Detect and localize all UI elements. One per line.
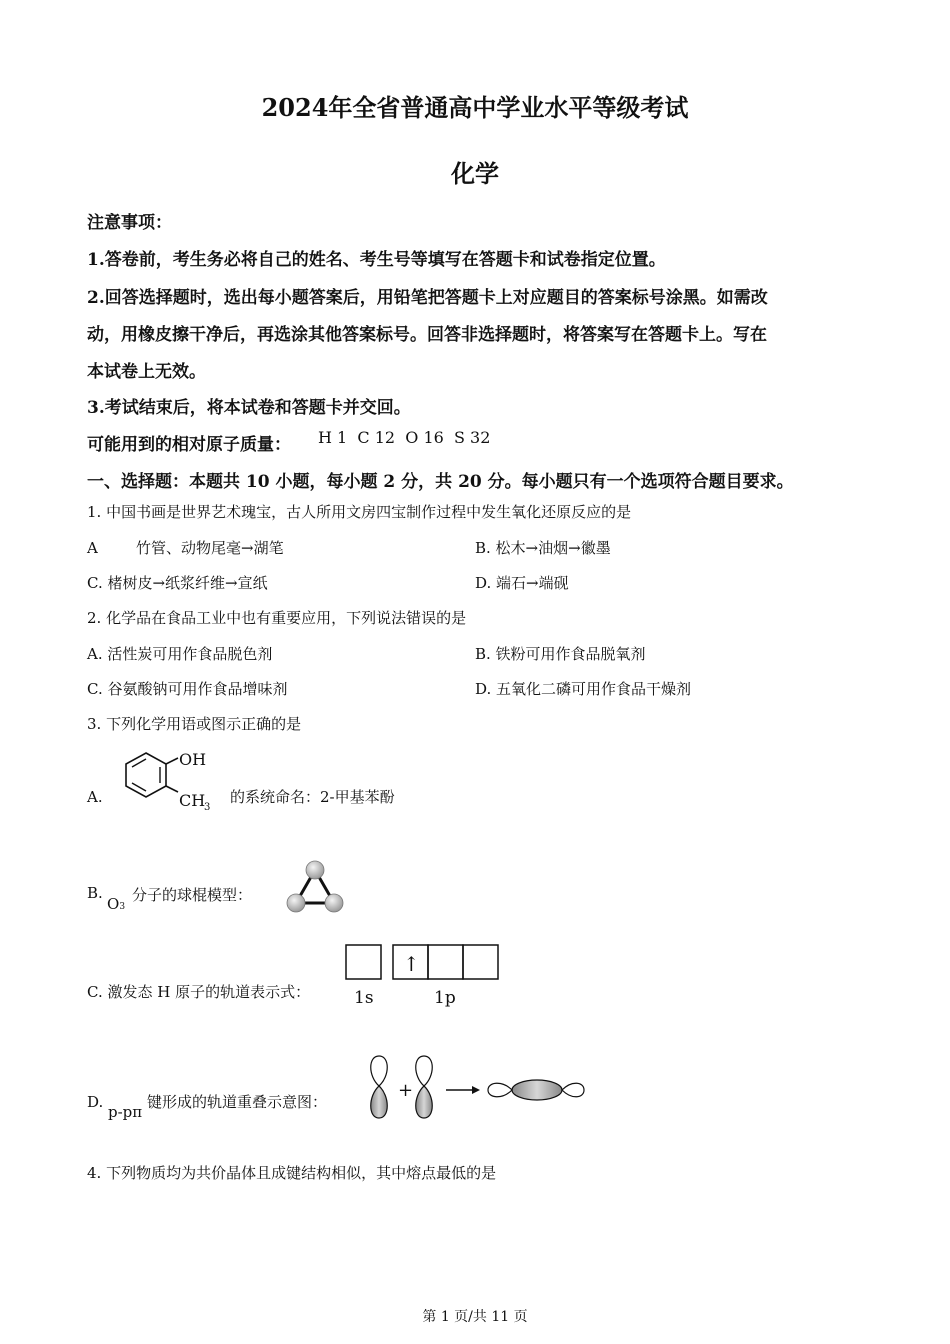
notice-item-2: 2.回答选择题时，选出每小题答案后，用铅笔把答题卡上对应题目的答案标号涂黑。如需改 — [87, 288, 768, 308]
q2-option-b: B. 铁粉可用作食品脱氧剂 — [475, 645, 646, 663]
q3-option-d-text: 键形成的轨道重叠示意图： — [147, 1093, 328, 1111]
q2-option-a: A. 活性炭可用作食品脱色剂 — [87, 645, 273, 663]
o3-ball-stick-model — [283, 858, 347, 916]
q3-option-d-label: D. — [87, 1093, 104, 1111]
cresol-structure-diagram — [118, 748, 218, 812]
orbital-box-1s — [346, 945, 381, 979]
q3-option-b-label: B. — [87, 884, 103, 902]
q3-option-a-label: A. — [87, 788, 103, 806]
notice-item-1: 1.答卷前，考生务必将自己的姓名、考生号等填写在答题卡和试卷指定位置。 — [87, 250, 666, 270]
q3-option-b-text: 分子的球棍模型： — [132, 886, 253, 904]
notice-item-2-end: 本试卷上无效。 — [87, 362, 206, 382]
exam-title: 2024年全省普通高中学业水平等级考试 — [261, 93, 689, 122]
q2-option-d: D. 五氧化二磷可用作食品干燥剂 — [475, 680, 692, 698]
plus-sign: + — [398, 1080, 414, 1101]
label-1p: 1p — [434, 988, 456, 1008]
p-orbital-1-top-lobe — [371, 1056, 388, 1086]
ch-subscript: 3 — [204, 802, 211, 812]
orbital-overlap-diagram — [362, 1052, 590, 1124]
q1-option-b: B. 松木→油烟→徽墨 — [475, 539, 611, 557]
page-footer: 第 1 页/共 11 页 — [422, 1309, 528, 1325]
oxygen-atom-top — [306, 861, 324, 879]
q2-option-c: C. 谷氨酸钠可用作食品增味剂 — [87, 680, 288, 698]
q1-stem: 1. 中国书画是世界艺术瑰宝，古人所用文房四宝制作过程中发生氧化还原反应的是 — [87, 503, 632, 521]
p-orbital-2-top-lobe — [416, 1056, 433, 1086]
orbital-box-1p-3 — [463, 945, 498, 979]
q1-option-a: 竹管、动物尾毫→湖笔 — [136, 539, 284, 557]
right-arrow-icon — [472, 1086, 480, 1094]
electron-up-arrow: ↑ — [403, 952, 420, 976]
section-1-heading: 一、选择题：本题共 10 小题，每小题 2 分，共 20 分。每小题只有一个选项符合题目要求。 — [87, 472, 794, 492]
q4-stem: 4. 下列物质均为共价晶体且成键结构相似，其中熔点最低的是 — [87, 1164, 497, 1182]
q3-option-a-text: 的系统命名：2-甲基苯酚 — [230, 788, 395, 806]
atomic-mass-values: H 1 C 12 O 16 S 32 — [318, 428, 491, 447]
o3-formula: O3 — [107, 895, 126, 913]
q3-option-c-text: C. 激发态 H 原子的轨道表示式： — [87, 983, 311, 1001]
orbital-box-diagram — [340, 940, 505, 1012]
p-orbital-1-bottom-lobe — [371, 1086, 388, 1118]
q1-option-a-letter: A — [87, 539, 98, 557]
orbital-box-1p-2 — [428, 945, 463, 979]
atomic-mass-label: 可能用到的相对原子质量： — [87, 435, 291, 455]
overlap-region — [512, 1080, 562, 1100]
p-orbital-2-bottom-lobe — [416, 1086, 433, 1118]
notice-item-3: 3.考试结束后，将本试卷和答题卡并交回。 — [87, 398, 411, 418]
p-p-pi-label: p-pπ — [108, 1103, 143, 1121]
label-1s: 1s — [354, 988, 374, 1008]
notice-item-2-cont: 动，用橡皮擦干净后，再选涂其他答案标号。回答非选择题时，将答案写在答题卡上。写在 — [87, 325, 767, 345]
notice-header: 注意事项： — [87, 213, 172, 233]
q3-stem: 3. 下列化学用语或图示正确的是 — [87, 715, 302, 733]
q1-option-c: C. 楮树皮→纸浆纤维→宣纸 — [87, 574, 268, 592]
oxygen-atom-right — [325, 894, 343, 912]
q2-stem: 2. 化学品在食品工业中也有重要应用，下列说法错误的是 — [87, 609, 467, 627]
oxygen-atom-left — [287, 894, 305, 912]
ch-label: CH — [179, 791, 206, 810]
oh-label: OH — [179, 750, 207, 769]
q1-option-d: D. 端石→端砚 — [475, 574, 569, 592]
subject-title: 化学 — [451, 159, 499, 188]
